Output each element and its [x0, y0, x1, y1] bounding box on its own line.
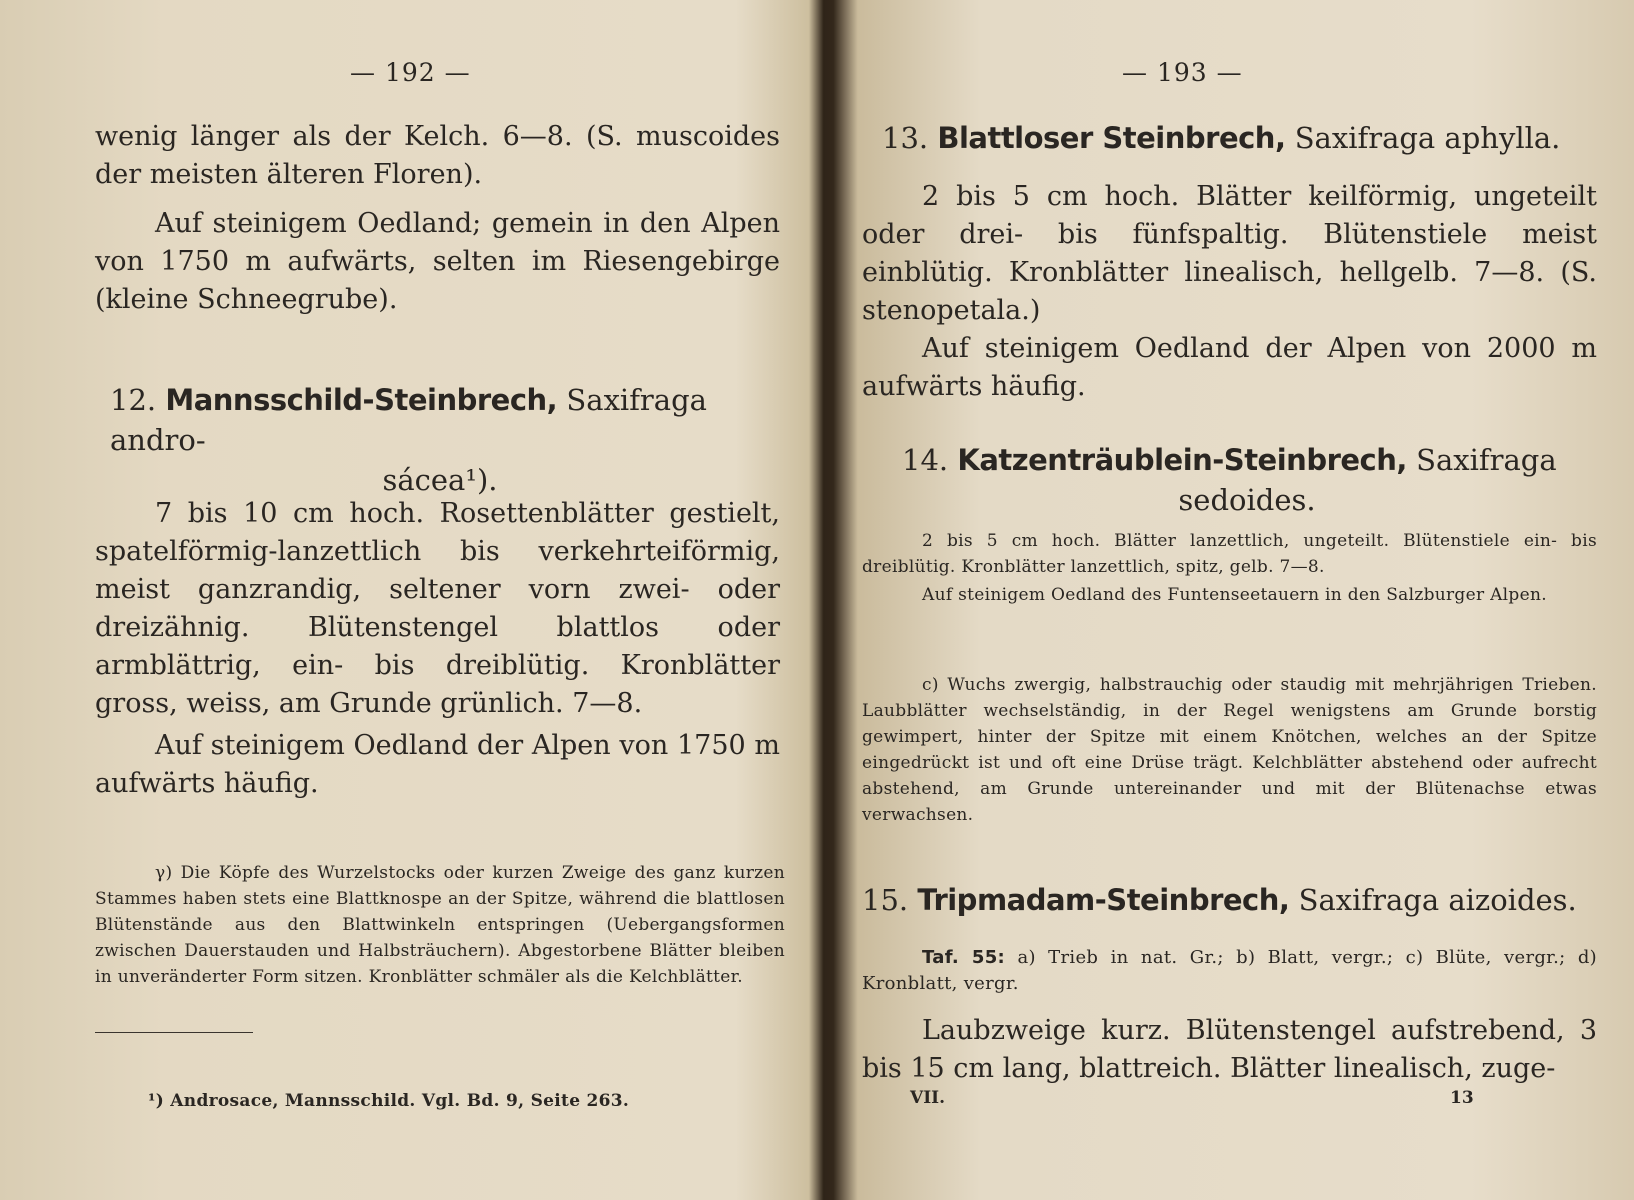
heading-14-number: 14. — [902, 443, 949, 477]
text-description-12: 7 bis 10 cm hoch. Rosettenblätter gestielt, spatelförmig-lanzettlich bis verkehrteiförmig, meist ganzrandig, seltener vorn zwei- oder dreizähnig. Blütenstengel blattlos oder armblättrig, ein- bis dreiblütig. Kronblätter gross, weiss, am Grunde grünlich. 7—8. — [95, 498, 780, 719]
text-description-15: Laubzweige kurz. Blütenstengel aufstrebend, 3 bis 15 cm lang, blattreich. Blätter linealisch, zuge- — [862, 1015, 1597, 1084]
left-page — [0, 0, 810, 1200]
heading-13-german: Blattloser Steinbrech, — [937, 121, 1286, 155]
text-kelch: wenig länger als der Kelch. 6—8. (S. muscoides der meisten älteren Floren). — [95, 121, 780, 190]
signature-mark: VII. — [910, 1088, 946, 1108]
heading-12 — [110, 380, 770, 500]
note-gamma: γ) Die Köpfe des Wurzelstocks oder kurzen Zweige des ganz kurzen Stammes haben stets eine Blattknospe an der Spitze, während die blattlosen Blütenstände aus den Blattwinkeln entspringen (Uebergangsformen zwischen Dauerstauden und Halbsträuchern). Abgestorbene Blätter bleiben in unveränderter Form sitzen. Kronblätter schmäler als die Kelchblätter. — [95, 863, 785, 987]
plate-text: a) Trieb in nat. Gr.; b) Blatt, vergr.; c) Blüte, vergr.; d) Kronblatt, vergr. — [862, 947, 1597, 994]
heading-15-german: Tripmadam-Steinbrech, — [917, 883, 1290, 917]
heading-12-latin: Saxifraga andro- — [110, 383, 707, 457]
heading-12-number: 12. — [110, 383, 157, 417]
heading-14-latin-cont: sedoides. — [1178, 483, 1316, 517]
heading-12-german: Mannsschild-Steinbrech, — [165, 383, 558, 417]
footnote-rule — [95, 1032, 253, 1033]
heading-12-latin-cont: sácea¹). — [382, 463, 498, 497]
text-habitat-14: Auf steinigem Oedland des Funtenseetauern in den Salzburger Alpen. — [922, 585, 1547, 605]
right-page — [822, 0, 1634, 1200]
heading-14-latin: Saxifraga — [1416, 443, 1557, 477]
text-habitat-12: Auf steinigem Oedland der Alpen von 1750 m aufwärts häufig. — [95, 730, 780, 799]
heading-14 — [902, 440, 1592, 520]
heading-15 — [862, 880, 1597, 920]
heading-13-number: 13. — [882, 121, 929, 155]
heading-13 — [882, 118, 1592, 158]
plate-reference — [862, 945, 1597, 997]
text-habitat-13: Auf steinigem Oedland der Alpen von 2000 m aufwärts häufig. — [862, 333, 1597, 402]
footnote-androsace: ¹) Androsace, Mannsschild. Vgl. Bd. 9, Seite 263. — [148, 1091, 630, 1111]
sheet-number: 13 — [1450, 1088, 1474, 1108]
page-number-192: — 192 — — [350, 58, 471, 87]
text-description-14: 2 bis 5 cm hoch. Blätter lanzettlich, ungeteilt. Blütenstiele ein- bis dreiblütig. Kronblätter lanzettlich, spitz, gelb. 7—8. — [862, 531, 1597, 577]
page-number-193: — 193 — — [1122, 58, 1243, 87]
heading-15-number: 15. — [862, 883, 909, 917]
text-description-13: 2 bis 5 cm hoch. Blätter keilförmig, ungeteilt oder drei- bis fünfspaltig. Blütenstiele meist einblütig. Kronblätter linealisch, hellgelb. 7—8. (S. stenopetala.) — [862, 181, 1597, 326]
text-habitat-11: Auf steinigem Oedland; gemein in den Alpen von 1750 m aufwärts, selten im Riesengebirge (kleine Schneegrube). — [95, 208, 780, 315]
heading-14-german: Katzenträublein-Steinbrech, — [957, 443, 1407, 477]
heading-13-latin: Saxifraga aphylla. — [1294, 121, 1561, 155]
heading-15-latin: Saxifraga aizoides. — [1298, 883, 1577, 917]
text-group-c: c) Wuchs zwergig, halbstrauchig oder staudig mit mehrjährigen Trieben. Laubblätter wechselständig, in der Regel wenigstens am Grunde borstig gewimpert, hinter der Spitze mit einem Knötchen, welches an der Spitze eingedrückt ist und oft eine Drüse trägt. Kelchblätter abstehend oder aufrecht abstehend, am Grunde untereinander und mit der Blütenachse etwas verwachsen. — [862, 675, 1597, 825]
plate-label: Taf. 55: — [922, 947, 1006, 968]
